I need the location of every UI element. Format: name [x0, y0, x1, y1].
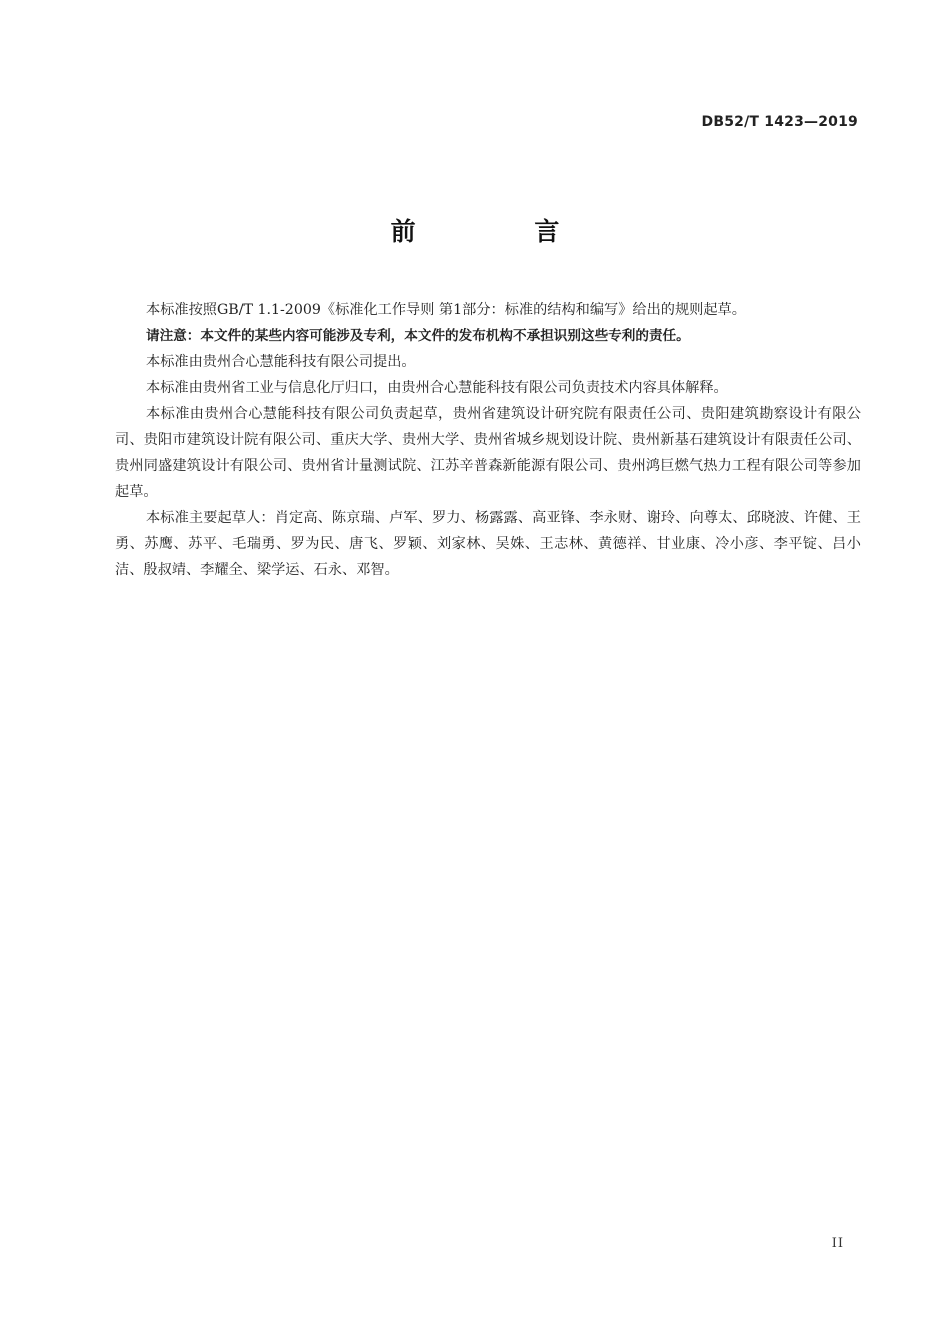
page-number: II: [831, 1236, 844, 1251]
standard-code: DB52/T 1423—2019: [701, 114, 858, 130]
paragraph-drafting-rules: 本标准按照GB/T 1.1-2009《标准化工作导则 第1部分：标准的结构和编写》给出的规则起草。: [146, 302, 746, 318]
paragraph-drafters: 本标准主要起草人：肖定高、陈京瑞、卢军、罗力、杨露露、高亚锋、李永财、谢玲、向尊太、邱晓波、许健、王勇、苏鹰、苏平、毛瑞勇、罗为民、唐飞、罗颖、刘家林、吴姝、王志林、黄德祥、甘业康、冷小彦、李平锭、吕小洁、殷叔靖、李耀全、梁学运、石永、邓智。: [115, 510, 861, 578]
paragraph-administrator: 本标准由贵州省工业与信息化厅归口，由贵州合心慧能科技有限公司负责技术内容具体解释。: [146, 380, 728, 396]
paragraph-proposer: 本标准由贵州合心慧能科技有限公司提出。: [146, 354, 416, 370]
paragraph-patent-notice: 请注意：本文件的某些内容可能涉及专利，本文件的发布机构不承担识别这些专利的责任。: [146, 328, 690, 344]
paragraph-drafting-units: 本标准由贵州合心慧能科技有限公司负责起草，贵州省建筑设计研究院有限责任公司、贵阳建筑勘察设计有限公司、贵阳市建筑设计院有限公司、重庆大学、贵州大学、贵州省城乡规划设计院、贵州新基石建筑设计有限责任公司、贵州同盛建筑设计有限公司、贵州省计量测试院、江苏辛普森新能源有限公司、贵州鸿巨燃气热力工程有限公司等参加起草。: [115, 406, 861, 500]
foreword-body: [115, 297, 861, 583]
page-title: 前 言: [390, 217, 615, 246]
